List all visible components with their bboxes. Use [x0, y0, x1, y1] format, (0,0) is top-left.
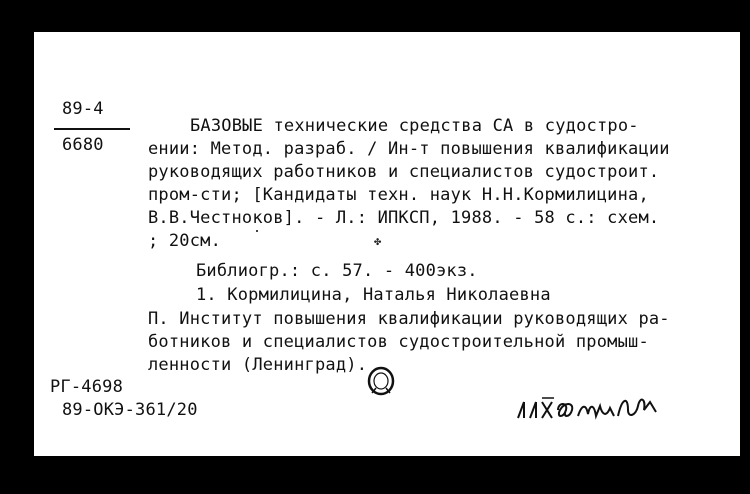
shelf-code-divider [54, 128, 130, 130]
call-number-primary: РГ-4698 [50, 377, 124, 397]
scan-edge-tick [6, 250, 16, 253]
entry-line: ении: Метод. разраб. / Ин-т повышения квалификации [148, 139, 670, 159]
round-stamp-icon [366, 366, 396, 396]
entry-line: В.В.Честноков]. - Л.: ИПКСП, 1988. - 58 с.: схем. [148, 208, 660, 228]
tracing-corporate-line: ботников и специалистов судостроительной промыш- [148, 332, 649, 352]
call-number-secondary: 89-ОКЭ-361/20 [62, 400, 198, 420]
scan-bottom-band [0, 456, 750, 494]
bibliography-note: Библиогр.: с. 57. - 400экз. [196, 261, 478, 281]
scan-edge-tick [6, 60, 16, 63]
scan-edge-bar [0, 30, 6, 460]
handwritten-signature-icon [510, 388, 670, 428]
entry-line: ; 20см. [148, 231, 222, 251]
tracing-personal-name: 1. Кормилицина, Наталья Николаевна [196, 285, 551, 305]
shelf-code-top: 89-4 [62, 99, 104, 119]
entry-line: БАЗОВЫЕ технические средства СА в судостро- [190, 116, 639, 136]
ink-mark: ✤ [374, 234, 382, 248]
ink-speck [256, 230, 258, 232]
entry-line: руководящих работников и специалистов судостроит. [148, 162, 660, 182]
entry-line: пром-сти; [Кандидаты техн. наук Н.Н.Кормилицина, [148, 185, 649, 205]
tracing-corporate-line: ленности (Ленинград). [148, 355, 368, 375]
shelf-code-bottom: 6680 [62, 135, 104, 155]
tracing-corporate-line: П. Институт повышения квалификации руководящих ра- [148, 309, 670, 329]
scan-edge-tick [6, 140, 16, 143]
